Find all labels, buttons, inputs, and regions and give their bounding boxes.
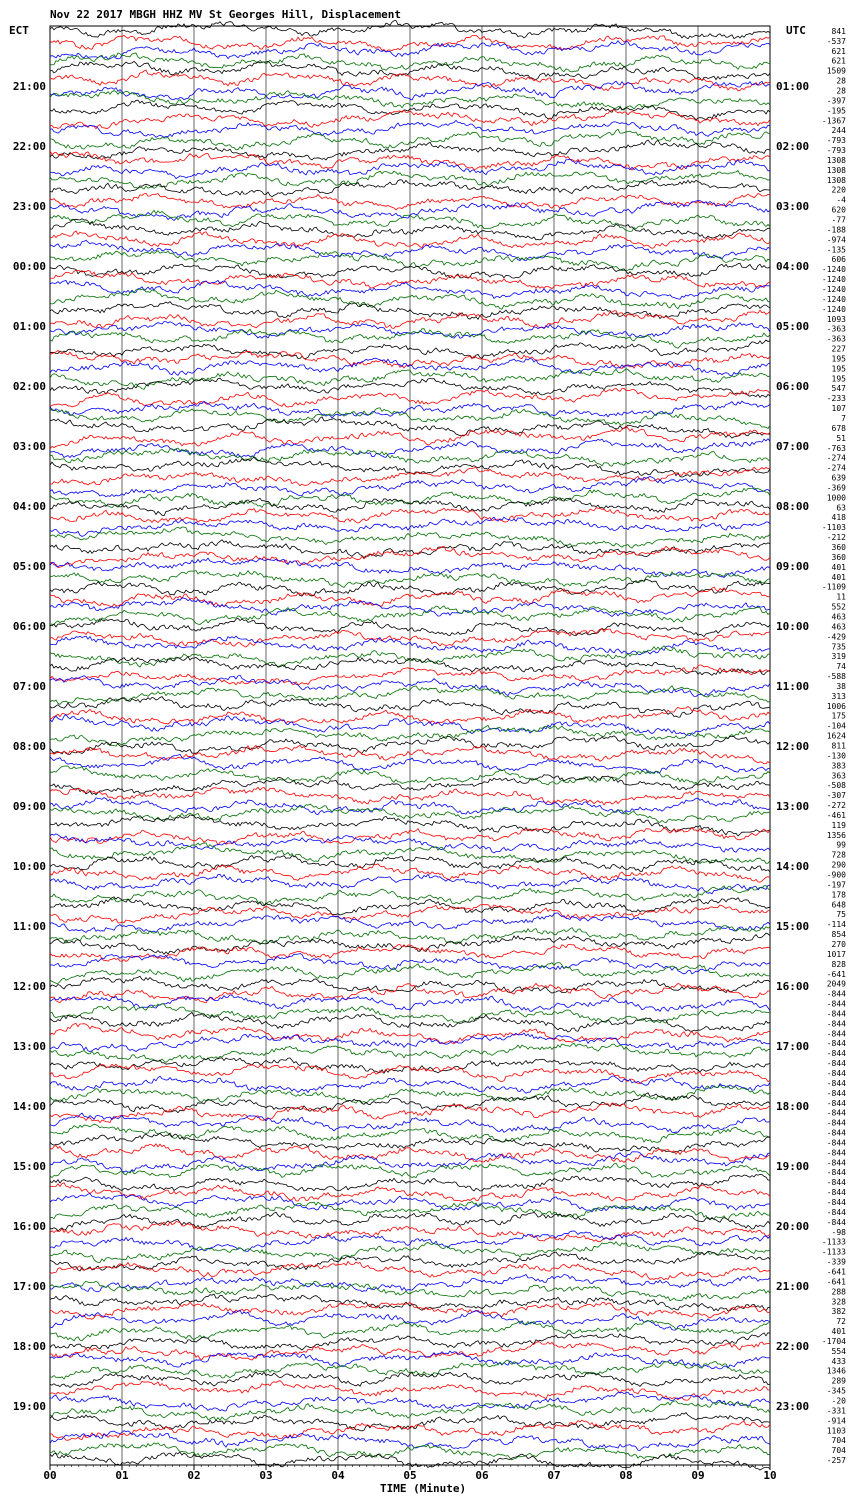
trace-offset-label: 382 (831, 1307, 846, 1317)
trace-offset-label: -397 (826, 96, 846, 106)
right-hour-label: 16:00 (776, 980, 810, 993)
trace-offset-label: -844 (826, 1198, 846, 1208)
left-hour-label: 06:00 (12, 620, 46, 633)
trace-offset-label: -844 (826, 1029, 846, 1039)
trace-offset-label: 28 (836, 76, 846, 86)
trace-offset-label: 175 (831, 711, 846, 721)
trace-offset-label: 1006 (826, 701, 846, 711)
trace-offset-label: -641 (826, 969, 846, 979)
trace-offset-label: -844 (826, 1168, 846, 1178)
trace-offset-label: -429 (826, 632, 846, 642)
trace-offset-label: -1240 (821, 265, 846, 275)
trace-offset-label: 1093 (826, 314, 846, 324)
right-hour-label: 23:00 (776, 1400, 810, 1413)
trace-offset-label: 28 (836, 86, 846, 96)
x-tick-label: 03 (259, 1469, 273, 1482)
trace-offset-label: 1346 (826, 1366, 846, 1376)
trace-offset-label: -1133 (821, 1237, 846, 1247)
left-hour-label: 22:00 (12, 140, 46, 153)
trace-offset-label: -1103 (821, 523, 846, 533)
trace-offset-label: -914 (826, 1416, 846, 1426)
trace-offset-label: -130 (826, 751, 846, 761)
trace-offset-label: -844 (826, 1078, 846, 1088)
trace-offset-label: 227 (831, 344, 846, 354)
right-hour-label: 22:00 (776, 1340, 810, 1353)
trace-offset-label: 1000 (826, 493, 846, 503)
trace-offset-label: 433 (831, 1356, 846, 1366)
trace-offset-label: -197 (826, 880, 846, 890)
trace-offset-label: 288 (831, 1287, 846, 1297)
trace-offset-label: 107 (831, 404, 846, 414)
right-hour-label: 11:00 (776, 680, 810, 693)
trace-offset-label: 363 (831, 771, 846, 781)
trace-offset-label: -844 (826, 1128, 846, 1138)
trace-offset-label: 75 (836, 910, 846, 920)
trace-offset-label: -257 (826, 1456, 846, 1466)
right-hour-label: 10:00 (776, 620, 810, 633)
right-hour-label: 21:00 (776, 1280, 810, 1293)
left-hour-label: 18:00 (12, 1340, 46, 1353)
left-hour-label: 02:00 (12, 380, 46, 393)
trace-offset-label: 74 (836, 662, 846, 672)
trace-offset-label: -339 (826, 1257, 846, 1267)
right-hour-label: 15:00 (776, 920, 810, 933)
trace-offset-label: -363 (826, 334, 846, 344)
right-hour-label: 07:00 (776, 440, 810, 453)
trace-offset-label: 290 (831, 860, 846, 870)
left-axis-label: ECT (9, 24, 29, 37)
x-tick-label: 05 (403, 1469, 417, 1482)
right-axis-label: UTC (786, 24, 806, 37)
trace-offset-label: -844 (826, 1059, 846, 1069)
trace-offset-label: -1240 (821, 275, 846, 285)
trace-offset-label: -537 (826, 36, 846, 46)
x-tick-label: 07 (547, 1469, 561, 1482)
trace-offset-label: -844 (826, 1188, 846, 1198)
trace-offset-label: 119 (831, 820, 846, 830)
trace-offset-label: -844 (826, 1178, 846, 1188)
trace-offset-label: -274 (826, 453, 846, 463)
trace-offset-label: 7 (841, 414, 846, 424)
trace-offset-label: 554 (831, 1346, 846, 1356)
x-tick-label: 10 (763, 1469, 777, 1482)
trace-offset-label: 72 (836, 1317, 846, 1327)
trace-offset-label: 270 (831, 939, 846, 949)
trace-offset-label: 1308 (826, 175, 846, 185)
trace-offset-label: 195 (831, 354, 846, 364)
trace-offset-label: -844 (826, 1138, 846, 1148)
trace-offset-label: -641 (826, 1267, 846, 1277)
trace-offset-label: -114 (826, 920, 846, 930)
x-tick-label: 02 (187, 1469, 201, 1482)
left-hour-label: 05:00 (12, 560, 46, 573)
left-hour-label: 10:00 (12, 860, 46, 873)
left-hour-label: 11:00 (12, 920, 46, 933)
trace-offset-label: 463 (831, 622, 846, 632)
trace-offset-label: -331 (826, 1406, 846, 1416)
trace-offset-label: 463 (831, 612, 846, 622)
trace-offset-label: -844 (826, 1158, 846, 1168)
trace-offset-label: -588 (826, 672, 846, 682)
x-tick-label: 01 (115, 1469, 129, 1482)
right-hour-label: 04:00 (776, 260, 810, 273)
trace-offset-label: 178 (831, 890, 846, 900)
trace-offset-label: -844 (826, 1088, 846, 1098)
trace-offset-label: -20 (831, 1396, 846, 1406)
trace-offset-label: -844 (826, 1207, 846, 1217)
trace-offset-label: 195 (831, 374, 846, 384)
trace-offset-label: -844 (826, 1049, 846, 1059)
right-hour-label: 13:00 (776, 800, 810, 813)
left-hour-label: 23:00 (12, 200, 46, 213)
trace-offset-label: -1240 (821, 294, 846, 304)
trace-offset-label: -844 (826, 989, 846, 999)
right-hour-label: 06:00 (776, 380, 810, 393)
trace-offset-label: 547 (831, 384, 846, 394)
trace-offset-label: 811 (831, 741, 846, 751)
trace-offset-label: 195 (831, 364, 846, 374)
trace-offset-label: -641 (826, 1277, 846, 1287)
trace-offset-label: -900 (826, 870, 846, 880)
right-hour-label: 17:00 (776, 1040, 810, 1053)
trace-offset-label: -508 (826, 781, 846, 791)
trace-offset-label: -1109 (821, 582, 846, 592)
trace-offset-label: -188 (826, 225, 846, 235)
left-hour-label: 09:00 (12, 800, 46, 813)
chart-title: Nov 22 2017 MBGH HHZ MV St Georges Hill, Displacement (50, 8, 401, 21)
right-hour-label: 01:00 (776, 80, 810, 93)
right-hour-label: 09:00 (776, 560, 810, 573)
trace-offset-label: -4 (836, 195, 846, 205)
right-hour-label: 05:00 (776, 320, 810, 333)
trace-offset-label: 63 (836, 503, 846, 513)
trace-offset-label: 360 (831, 552, 846, 562)
trace-offset-label: -1704 (821, 1336, 846, 1346)
trace-offset-label: 1308 (826, 165, 846, 175)
x-axis-label: TIME (Minute) (380, 1482, 467, 1495)
left-hour-label: 13:00 (12, 1040, 46, 1053)
left-hour-label: 19:00 (12, 1400, 46, 1413)
trace-offset-label: -1367 (821, 116, 846, 126)
trace-offset-label: -135 (826, 245, 846, 255)
trace-offset-label: 38 (836, 681, 846, 691)
trace-offset-label: 704 (831, 1436, 846, 1446)
trace-offset-label: 289 (831, 1376, 846, 1386)
trace-offset-label: -212 (826, 533, 846, 543)
trace-offset-label: -195 (826, 106, 846, 116)
trace-offset-label: 51 (836, 433, 846, 443)
trace-offset-label: -844 (826, 999, 846, 1009)
trace-offset-label: -844 (826, 1108, 846, 1118)
trace-offset-label: 620 (831, 205, 846, 215)
right-hour-label: 08:00 (776, 500, 810, 513)
trace-offset-label: -461 (826, 810, 846, 820)
left-hour-label: 08:00 (12, 740, 46, 753)
trace-offset-label: -844 (826, 1068, 846, 1078)
trace-offset-label: -844 (826, 1039, 846, 1049)
trace-offset-label: 1356 (826, 830, 846, 840)
trace-offset-label: 244 (831, 126, 846, 136)
trace-offset-label: -844 (826, 1217, 846, 1227)
left-hour-label: 17:00 (12, 1280, 46, 1293)
trace-offset-label: -844 (826, 1098, 846, 1108)
left-hour-label: 12:00 (12, 980, 46, 993)
trace-offset-label: -763 (826, 443, 846, 453)
x-tick-label: 09 (691, 1469, 705, 1482)
trace-offset-label: -345 (826, 1386, 846, 1396)
trace-offset-label: -793 (826, 136, 846, 146)
trace-offset-label: 854 (831, 930, 846, 940)
right-hour-label: 20:00 (776, 1220, 810, 1233)
trace-offset-label: 828 (831, 959, 846, 969)
trace-offset-label: -844 (826, 1148, 846, 1158)
trace-offset-label: 621 (831, 56, 846, 66)
left-hour-label: 21:00 (12, 80, 46, 93)
trace-offset-label: 1509 (826, 66, 846, 76)
trace-offset-label: -272 (826, 801, 846, 811)
trace-offset-label: 401 (831, 1327, 846, 1337)
trace-offset-label: 220 (831, 185, 846, 195)
left-hour-label: 01:00 (12, 320, 46, 333)
trace-offset-label: 648 (831, 900, 846, 910)
trace-offset-label: -363 (826, 324, 846, 334)
trace-offset-label: -274 (826, 463, 846, 473)
trace-offset-label: -1133 (821, 1247, 846, 1257)
left-hour-label: 07:00 (12, 680, 46, 693)
left-hour-label: 03:00 (12, 440, 46, 453)
trace-offset-label: -104 (826, 721, 846, 731)
trace-offset-label: 401 (831, 572, 846, 582)
trace-offset-label: -98 (831, 1227, 846, 1237)
trace-offset-label: -369 (826, 483, 846, 493)
left-hour-label: 04:00 (12, 500, 46, 513)
left-hour-label: 00:00 (12, 260, 46, 273)
left-hour-label: 16:00 (12, 1220, 46, 1233)
trace-offset-label: 418 (831, 513, 846, 523)
trace-offset-label: -974 (826, 235, 846, 245)
left-hour-label: 14:00 (12, 1100, 46, 1113)
trace-offset-label: -844 (826, 1009, 846, 1019)
right-hour-label: 03:00 (776, 200, 810, 213)
right-hour-label: 12:00 (776, 740, 810, 753)
x-tick-label: 06 (475, 1469, 489, 1482)
trace-offset-label: -844 (826, 1019, 846, 1029)
trace-offset-label: 319 (831, 652, 846, 662)
trace-offset-label: 639 (831, 473, 846, 483)
trace-offset-label: 2049 (826, 979, 846, 989)
trace-offset-label: 11 (836, 592, 846, 602)
trace-offset-label: 621 (831, 46, 846, 56)
trace-offset-label: 328 (831, 1297, 846, 1307)
right-hour-label: 02:00 (776, 140, 810, 153)
trace-offset-label: -1240 (821, 304, 846, 314)
trace-offset-label: 1624 (826, 731, 846, 741)
trace-offset-label: 1103 (826, 1426, 846, 1436)
x-tick-label: 00 (43, 1469, 57, 1482)
trace-offset-label: 735 (831, 642, 846, 652)
trace-offset-label: 678 (831, 423, 846, 433)
x-tick-label: 04 (331, 1469, 345, 1482)
trace-offset-label: -793 (826, 146, 846, 156)
right-hour-label: 18:00 (776, 1100, 810, 1113)
trace-offset-label: 1308 (826, 155, 846, 165)
trace-offset-label: 606 (831, 255, 846, 265)
trace-offset-label: 99 (836, 840, 846, 850)
trace-offset-label: -1240 (821, 284, 846, 294)
right-hour-label: 14:00 (776, 860, 810, 873)
trace-offset-label: -77 (831, 215, 846, 225)
trace-offset-label: 313 (831, 691, 846, 701)
trace-offset-label: -307 (826, 791, 846, 801)
trace-offset-label: 1017 (826, 949, 846, 959)
trace-offset-label: 360 (831, 543, 846, 553)
trace-offset-label: -233 (826, 394, 846, 404)
left-hour-label: 15:00 (12, 1160, 46, 1173)
trace-offset-label: 728 (831, 850, 846, 860)
trace-offset-label: 704 (831, 1446, 846, 1456)
trace-offset-label: 383 (831, 761, 846, 771)
trace-offset-label: 552 (831, 602, 846, 612)
trace-offset-label: -844 (826, 1118, 846, 1128)
trace-offset-label: 401 (831, 562, 846, 572)
x-tick-label: 08 (619, 1469, 633, 1482)
trace-offset-label: 841 (831, 26, 846, 36)
right-hour-label: 19:00 (776, 1160, 810, 1173)
